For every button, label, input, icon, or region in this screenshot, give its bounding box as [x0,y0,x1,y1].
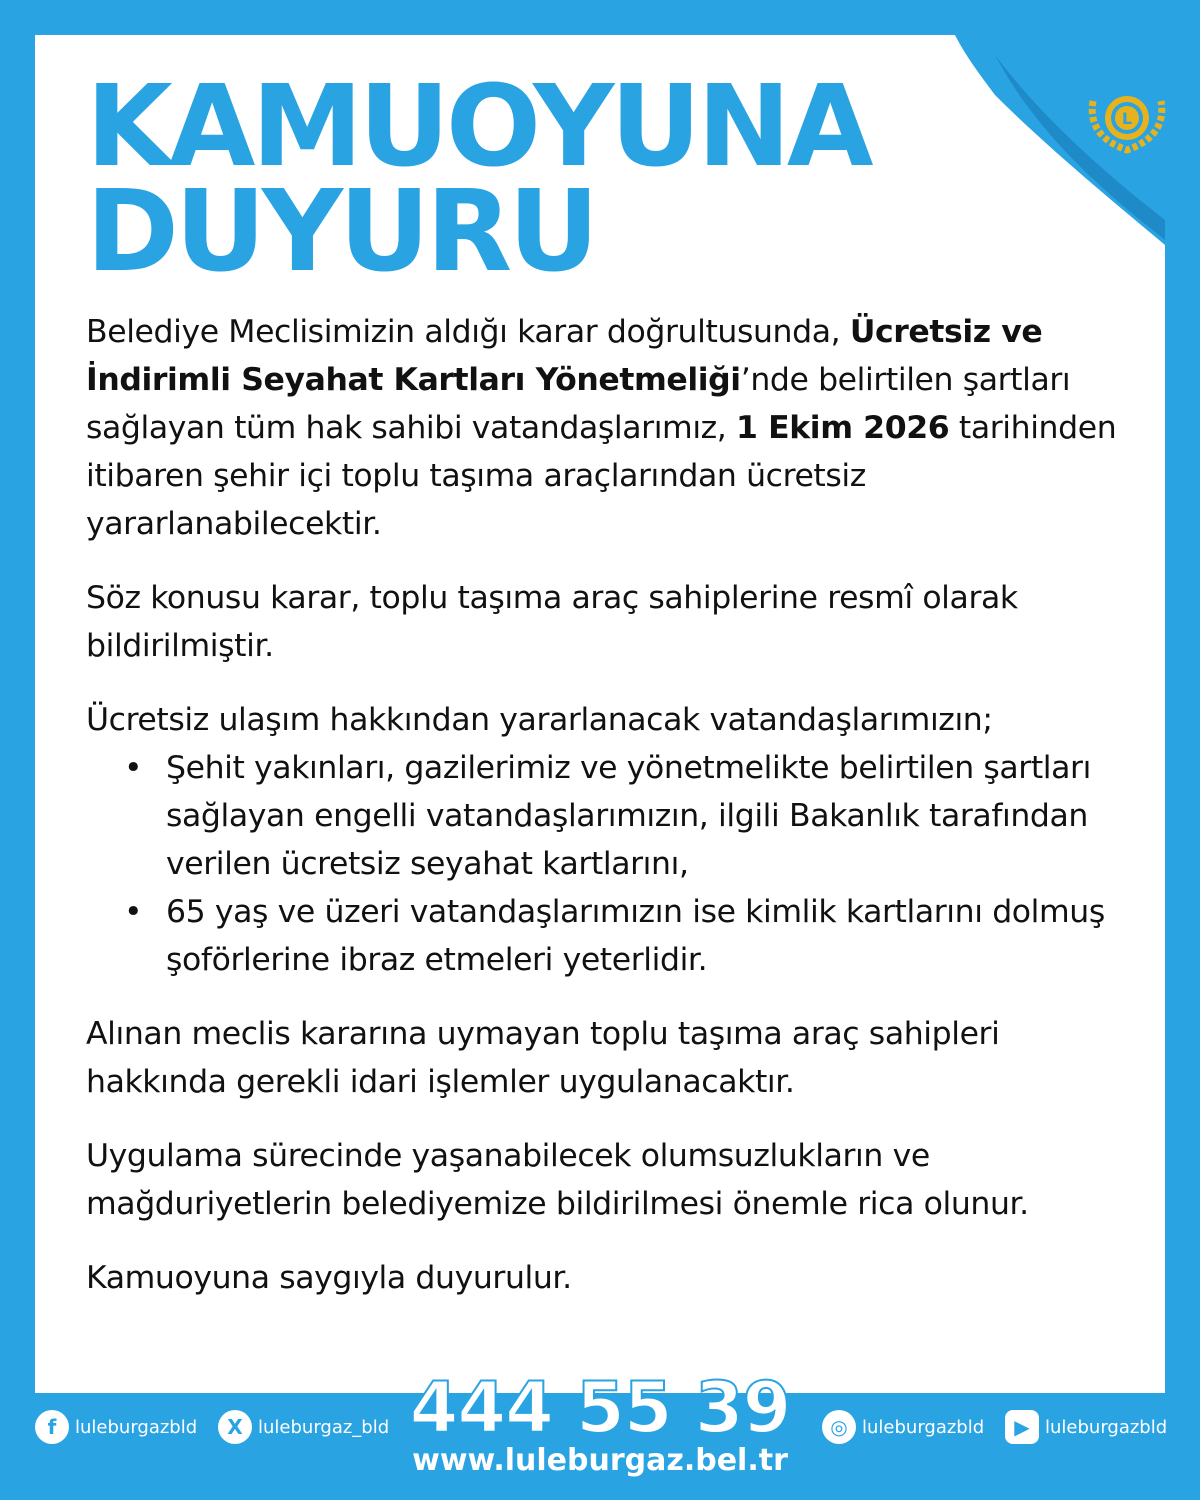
hotline-number[interactable]: 444 55 39 [409,1367,791,1449]
youtube-handle: luleburgazbld [1045,1416,1168,1438]
paragraph-decision: Belediye Meclisimizin aldığı karar doğrultusunda, Ücretsiz ve İndirimli Seyahat Kartları Yönetmeliği’nde belirtilen şartları sağlayan tüm hak sahibi vatandaşlarımız, 1 Ekim 2026 tarihinden itibaren şehir içi toplu taşıma araçlarından ücretsiz yararlanabilecektir. [86,314,1117,542]
effective-date: 1 Ekim 2026 [736,410,950,446]
paragraph-complaints: Uygulama sürecinde yaşanabilecek olumsuzlukların ve mağduriyetlerin belediyemize bildirilmesi önemle rica olunur. [86,1138,1029,1222]
paragraph-notified: Söz konusu karar, toplu taşıma araç sahiplerine resmî olarak bildirilmiştir. [86,580,1018,664]
page-title [86,62,870,297]
municipality-logo [1062,10,1192,180]
instagram-icon: ◎ [822,1410,856,1444]
announcement-body [86,308,1131,1328]
eligibility-list [86,744,1131,984]
x-handle: luleburgaz_bld [258,1416,390,1438]
logo-emblem [1077,46,1177,156]
regulation-name: Ücretsiz ve İndirimli Seyahat Kartları Yönetmeliği [86,314,1043,398]
title-line2: DUYURU [86,167,596,297]
title-line1: KAMUOYUNA [86,62,870,192]
logo-name-line2: BELEDİYESİ [1068,25,1186,46]
facebook-handle: luleburgazbld [75,1416,198,1438]
logo-name-line1: LÜLEBURGAZ [1071,9,1183,27]
logo-emblem-letter: L [1121,109,1133,128]
website-link[interactable]: www.luleburgaz.bel.tr [412,1443,788,1478]
paragraph-eligibility: Ücretsiz ulaşım hakkından yararlanacak vatandaşlarımızın; [86,702,993,738]
facebook-icon: f [35,1410,69,1444]
instagram-handle: luleburgazbld [862,1416,985,1438]
paragraph-sanctions: Alınan meclis kararına uymayan toplu taşıma araç sahipleri hakkında gerekli idari işlemler uygulanacaktır. [86,1016,1000,1100]
paragraph-closing: Kamuoyuna saygıyla duyurulur. [86,1260,572,1296]
x-icon: X [218,1410,252,1444]
list-item: • 65 yaş ve üzeri vatandaşlarımızın ise kimlik kartlarını dolmuş şoförlerine ibraz etmeleri yeterlidir. [124,894,1105,978]
list-item: • Şehit yakınları, gazilerimiz ve yönetmelikte belirtilen şartları sağlayan engelli vatandaşlarımızın, ilgili Bakanlık tarafından verilen ücretsiz seyahat kartlarını, [124,750,1091,882]
youtube-icon: ▶ [1005,1410,1039,1444]
